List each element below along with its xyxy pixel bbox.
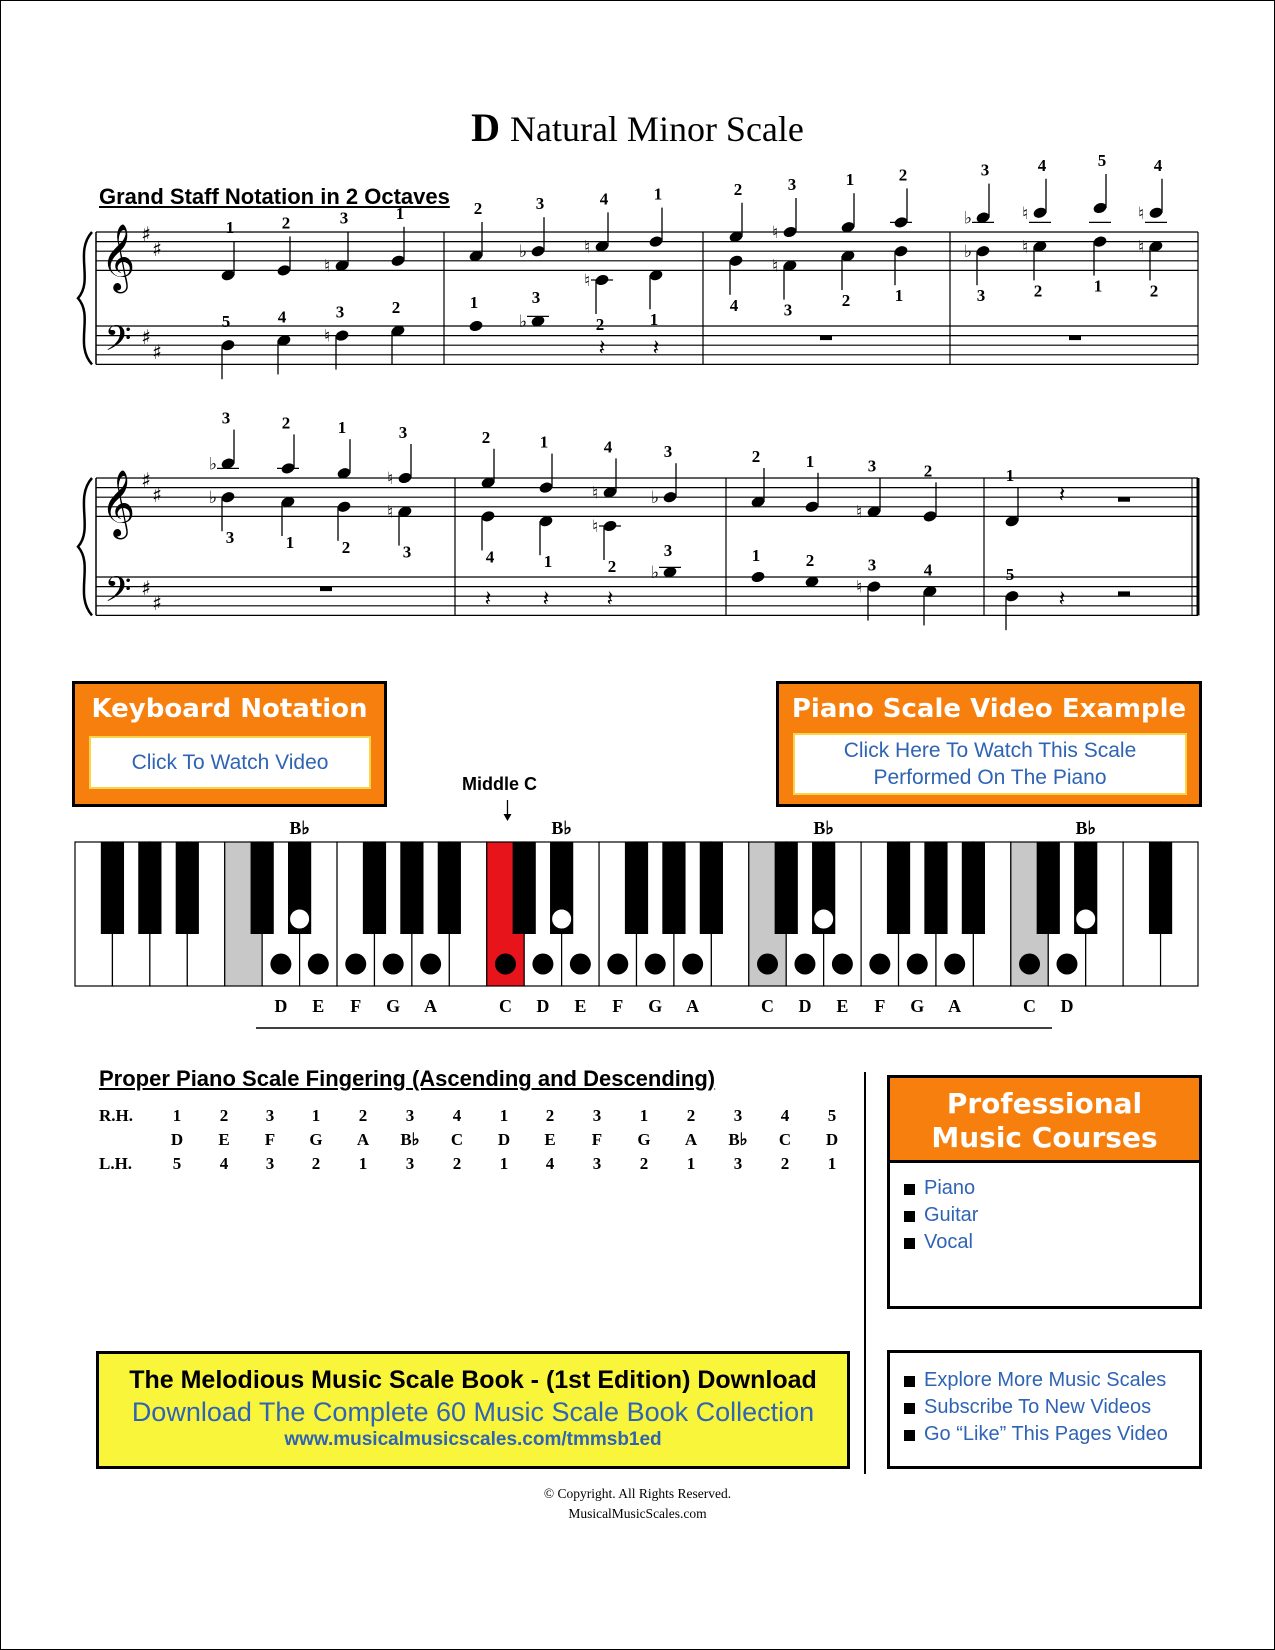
courses-title: Professional Music Courses	[890, 1078, 1199, 1163]
black-key	[363, 842, 386, 934]
rh-finger: 2	[686, 1106, 696, 1125]
download-url[interactable]: www.musicalmusicscales.com/tmmsb1ed	[284, 1429, 662, 1450]
natural-icon: ♮	[771, 223, 779, 243]
scale-dot	[532, 954, 553, 975]
scale-dot	[1019, 954, 1040, 975]
fingering-number: 1	[285, 533, 295, 552]
note-name: G	[637, 1130, 651, 1149]
sharp-icon: ♯	[152, 591, 162, 615]
key-letter: E	[312, 996, 325, 1016]
fingering-number: 2	[1033, 281, 1043, 301]
black-key	[887, 842, 910, 934]
flat-icon: ♭	[208, 488, 218, 509]
scale-dot	[832, 954, 853, 975]
flat-icon: ♭	[650, 563, 660, 584]
fingering-number: 3	[867, 456, 877, 476]
note-name: B♭	[728, 1130, 748, 1149]
middle-c-label: Middle C	[462, 774, 537, 794]
sharp-icon: ♯	[152, 237, 162, 261]
lh-finger: 2	[639, 1154, 649, 1173]
natural-icon: ♮	[583, 237, 591, 258]
staff-section-heading: Grand Staff Notation in 2 Octaves	[99, 184, 450, 209]
lh-finger: 3	[405, 1154, 415, 1173]
rh-finger: 2	[358, 1106, 368, 1125]
natural-icon: ♮	[583, 271, 591, 291]
lh-finger: 1	[686, 1154, 696, 1173]
watch-scale-link-line1: Click Here To Watch This Scale	[843, 739, 1137, 762]
fingering-number: 4	[1037, 155, 1047, 175]
rh-finger: 3	[733, 1106, 743, 1125]
fingering-number: 3	[976, 286, 986, 306]
scale-dot	[645, 954, 666, 975]
fingering-number: 1	[539, 432, 549, 452]
fingering-number: 3	[535, 194, 545, 214]
key-letter: A	[948, 996, 962, 1016]
links-panel	[887, 1350, 1202, 1469]
note-name: F	[591, 1130, 603, 1149]
note-name: D	[825, 1130, 839, 1149]
note-name: C	[450, 1130, 464, 1149]
flat-icon: ♭	[963, 242, 973, 263]
watch-scale-link-line2: Performed On The Piano	[873, 766, 1107, 789]
quarter-rest-icon: 𝄽	[484, 586, 492, 612]
lh-finger: 5	[172, 1154, 182, 1173]
key-letter: A	[424, 996, 438, 1016]
natural-icon: ♮	[323, 256, 331, 277]
fingering-number: 3	[787, 175, 797, 194]
fingering-number: 1	[1005, 466, 1015, 486]
note-name: F	[264, 1130, 276, 1149]
key-letter: E	[574, 996, 587, 1016]
treble-clef-icon: 𝄞	[100, 222, 136, 291]
black-key	[251, 842, 274, 934]
lh-finger: 3	[265, 1154, 275, 1173]
key-letter: A	[686, 996, 700, 1016]
lh-finger: 2	[311, 1154, 321, 1173]
rh-finger: 1	[172, 1106, 182, 1125]
bass-clef-icon: 𝄢	[104, 568, 132, 618]
lh-finger: 2	[452, 1154, 462, 1173]
scale-dot	[869, 954, 890, 975]
courses-panel	[887, 1075, 1202, 1309]
scale-dot	[308, 954, 329, 975]
fingering-number: 2	[481, 427, 491, 447]
rh-finger: 1	[639, 1106, 649, 1125]
fingering-number: 2	[1149, 281, 1159, 301]
piano-keyboard	[0, 790, 1275, 1030]
fingering-number: 2	[607, 557, 617, 576]
rh-finger: 4	[452, 1106, 462, 1125]
links-list	[890, 1367, 1199, 1448]
brace	[78, 478, 92, 615]
key-letter: D	[274, 996, 288, 1016]
natural-icon: ♮	[386, 502, 394, 523]
lh-finger: 2	[780, 1154, 790, 1173]
natural-icon: ♮	[323, 326, 331, 347]
black-key	[775, 842, 798, 934]
rh-finger: 2	[219, 1106, 229, 1125]
natural-icon: ♮	[1021, 237, 1029, 258]
black-key	[176, 842, 199, 934]
more-link[interactable]: Go “Like” This Pages Video	[890, 1421, 1199, 1448]
key-letter: D	[798, 996, 812, 1016]
fingering-number: 1	[751, 546, 761, 565]
black-key	[1149, 842, 1172, 934]
flat-icon: ♭	[518, 312, 528, 333]
fingering-number: 4	[599, 189, 609, 209]
scale-dot	[944, 954, 965, 975]
note-head	[750, 570, 765, 583]
black-key	[924, 842, 947, 934]
natural-icon: ♮	[771, 256, 779, 277]
fingering-number: 1	[845, 170, 855, 190]
rh-label: R.H.	[99, 1106, 133, 1125]
scale-dot	[495, 954, 516, 975]
download-banner[interactable]	[96, 1351, 850, 1469]
sharp-icon: ♯	[152, 483, 162, 507]
lh-finger: 4	[219, 1154, 229, 1173]
course-link[interactable]: Piano	[890, 1175, 1199, 1202]
fingering-number: 2	[841, 291, 851, 310]
black-key	[1037, 842, 1060, 934]
scale-dot	[682, 954, 703, 975]
note-name: E	[544, 1130, 556, 1149]
black-key	[625, 842, 648, 934]
key-letter: F	[612, 996, 624, 1016]
fingering-number: 4	[485, 547, 495, 567]
lh-finger: 1	[499, 1154, 509, 1173]
fingering-number: 3	[663, 442, 673, 462]
fingering-number: 5	[1005, 565, 1015, 585]
note-name: A	[356, 1130, 370, 1149]
fingering-number: 2	[281, 413, 291, 433]
fingering-number: 4	[277, 307, 287, 327]
key-letter: E	[836, 996, 849, 1016]
fingering-number: 2	[898, 165, 908, 185]
fingering-number: 2	[923, 461, 933, 481]
sharp-icon: ♯	[141, 222, 151, 246]
whole-rest	[1069, 336, 1081, 341]
lh-label: L.H.	[99, 1154, 133, 1173]
note-name: E	[218, 1130, 230, 1149]
natural-icon: ♮	[591, 517, 599, 537]
bass-clef-icon: 𝄢	[104, 317, 132, 367]
note-name: G	[309, 1130, 323, 1149]
sharp-icon: ♯	[141, 576, 151, 600]
fingering-number: 3	[783, 300, 793, 320]
key-letter: F	[350, 996, 362, 1016]
fingering-number: 3	[531, 288, 541, 308]
black-key	[138, 842, 161, 934]
scale-dot-black	[1076, 909, 1096, 929]
note-name: C	[778, 1130, 792, 1149]
lh-finger: 3	[733, 1154, 743, 1173]
fingering-number: 4	[729, 295, 739, 315]
scale-dot-black	[290, 909, 310, 929]
rh-finger: 1	[499, 1106, 509, 1125]
fingering-number: 2	[733, 179, 743, 199]
scale-dot	[345, 954, 366, 975]
key-letter: C	[761, 996, 775, 1016]
more-link[interactable]: Explore More Music Scales	[890, 1367, 1199, 1394]
fingering-number: 4	[923, 560, 933, 580]
quarter-rest-icon: 𝄽	[1058, 483, 1066, 508]
black-key	[438, 842, 461, 934]
flat-icon: ♭	[518, 242, 528, 263]
fingering-number: 2	[391, 297, 401, 317]
lh-finger: 1	[358, 1154, 368, 1173]
b-flat-label: B♭	[813, 818, 834, 838]
key-letter: C	[498, 996, 512, 1016]
whole-rest	[320, 587, 332, 592]
fingering-number: 4	[603, 437, 613, 457]
quarter-rest-icon: 𝄽	[606, 586, 614, 612]
quarter-rest-icon: 𝄽	[1058, 586, 1066, 612]
watch-scale-link[interactable]	[793, 733, 1187, 795]
fingering-number: 2	[751, 447, 761, 466]
scale-dot	[383, 954, 404, 975]
footer-copyright: © Copyright. All Rights Reserved. MusicalMusicScales.com	[543, 1486, 732, 1521]
keyboard-notation-title: Keyboard Notation	[91, 694, 368, 724]
quarter-rest-icon: 𝄽	[542, 586, 550, 612]
rh-finger: 4	[780, 1106, 790, 1125]
download-title: The Melodious Music Scale Book - (1st Edition) Download	[129, 1366, 817, 1394]
note-name: A	[684, 1130, 698, 1149]
fingering-number: 5	[1097, 151, 1107, 170]
natural-icon: ♮	[591, 483, 599, 504]
flat-icon: ♭	[963, 208, 973, 229]
fingering-number: 4	[1153, 155, 1163, 175]
fingering-number: 1	[225, 218, 235, 238]
rh-finger: 3	[265, 1106, 275, 1125]
fingering-number: 3	[398, 423, 408, 442]
flat-icon: ♭	[208, 454, 218, 475]
fingering-number: 3	[225, 528, 235, 548]
key-letter: D	[536, 996, 550, 1016]
rh-finger: 5	[827, 1106, 837, 1125]
keyboard-notation-box	[72, 681, 387, 807]
note-head	[468, 319, 483, 332]
fingering-number: 2	[805, 550, 815, 570]
lh-finger: 4	[545, 1154, 555, 1173]
fingering-number: 3	[402, 542, 412, 562]
middle-c-arrow-head	[503, 814, 511, 821]
b-flat-label: B♭	[551, 818, 572, 838]
fingering-number: 1	[653, 184, 663, 204]
natural-icon: ♮	[1021, 203, 1029, 224]
note-name: D	[170, 1130, 184, 1149]
fingering-number: 1	[337, 418, 347, 438]
fingering-number: 3	[980, 160, 990, 180]
grand-staff-system-2	[0, 408, 1275, 657]
natural-icon: ♮	[386, 469, 394, 489]
note-name: D	[497, 1130, 511, 1149]
fingering-number: 2	[595, 315, 605, 334]
page-title: D Natural Minor Scale	[471, 105, 804, 150]
lh-finger: 1	[827, 1154, 837, 1173]
natural-icon: ♮	[1137, 203, 1145, 224]
black-key	[400, 842, 423, 934]
sharp-icon: ♯	[141, 325, 151, 349]
fingering-number: 2	[473, 199, 483, 218]
black-key	[700, 842, 723, 934]
lh-finger: 3	[592, 1154, 602, 1173]
whole-rest	[820, 336, 832, 341]
rh-finger: 1	[311, 1106, 321, 1125]
fingering-number: 1	[543, 552, 553, 572]
courses-list	[890, 1175, 1199, 1256]
flat-icon: ♭	[650, 488, 660, 509]
rh-finger: 3	[405, 1106, 415, 1125]
fingering-number: 1	[894, 286, 904, 306]
b-flat-label: B♭	[289, 818, 310, 838]
scale-dot	[570, 954, 591, 975]
treble-clef-icon: 𝄞	[100, 468, 136, 537]
fingering-number: 3	[663, 541, 673, 561]
fingering-number: 1	[395, 203, 405, 223]
scale-dot	[907, 954, 928, 975]
natural-icon: ♮	[1137, 237, 1145, 258]
scale-dot	[757, 954, 778, 975]
fingering-number: 5	[221, 312, 231, 332]
key-letter: C	[1023, 996, 1037, 1016]
more-link[interactable]: Subscribe To New Videos	[890, 1394, 1199, 1421]
scale-dot	[1056, 954, 1077, 975]
key-letter: D	[1060, 996, 1074, 1016]
scale-dot-black	[814, 909, 834, 929]
key-letter: G	[910, 996, 925, 1016]
natural-icon: ♮	[855, 577, 863, 598]
course-link[interactable]: Vocal	[890, 1229, 1199, 1256]
natural-icon: ♮	[855, 502, 863, 523]
scale-dot	[420, 954, 441, 975]
b-flat-label: B♭	[1075, 818, 1096, 838]
fingering-number: 3	[335, 302, 345, 322]
scale-dot	[607, 954, 628, 975]
vertical-divider	[864, 1072, 866, 1474]
quarter-rest-icon: 𝄽	[598, 335, 606, 361]
key-letter: F	[874, 996, 886, 1016]
rh-finger: 3	[592, 1106, 602, 1125]
sharp-icon: ♯	[141, 468, 151, 492]
download-subtitle[interactable]: Download The Complete 60 Music Scale Book Collection	[131, 1397, 815, 1427]
fingering-number: 1	[469, 293, 479, 312]
black-key	[513, 842, 536, 934]
rh-finger: 2	[545, 1106, 555, 1125]
whole-rest	[1118, 591, 1130, 596]
key-letter: G	[648, 996, 663, 1016]
fingering-heading: Proper Piano Scale Fingering (Ascending and Descending)	[99, 1066, 716, 1091]
key-letter: G	[386, 996, 401, 1016]
quarter-rest-icon: 𝄽	[652, 335, 660, 361]
fingering-number: 1	[805, 451, 815, 471]
black-key	[101, 842, 124, 934]
whole-rest	[1118, 497, 1130, 502]
video-example-box	[776, 681, 1202, 807]
watch-video-link[interactable]: Click To Watch Video	[89, 736, 371, 789]
fingering-number: 3	[221, 408, 231, 428]
fingering-number: 1	[1093, 276, 1103, 296]
scale-dot	[794, 954, 815, 975]
fingering-number: 3	[339, 208, 349, 228]
scale-dot	[270, 954, 291, 975]
sharp-icon: ♯	[152, 340, 162, 364]
brace	[78, 232, 92, 364]
video-example-title: Piano Scale Video Example	[791, 694, 1187, 724]
course-link[interactable]: Guitar	[890, 1202, 1199, 1229]
fingering-number: 3	[867, 555, 877, 575]
fingering-number: 2	[281, 213, 291, 233]
note-name: B♭	[400, 1130, 420, 1149]
fingering-number: 1	[649, 310, 659, 330]
black-key	[662, 842, 685, 934]
fingering-number: 2	[341, 537, 351, 557]
scale-dot-black	[552, 909, 572, 929]
black-key	[962, 842, 985, 934]
